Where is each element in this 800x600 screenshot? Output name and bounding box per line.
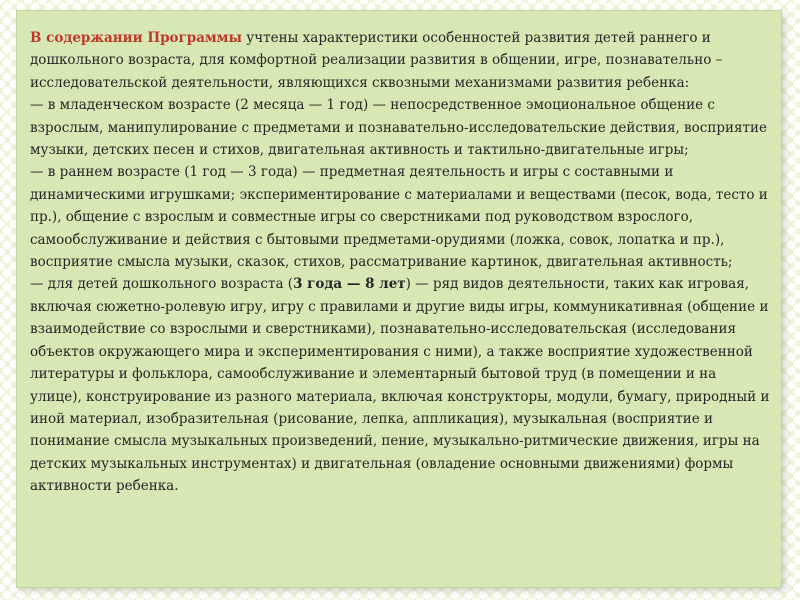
- early-age-paragraph: — в раннем возрасте (1 год — 3 года) — предметная деятельность и игры с составными и динамическими игрушками; экспериментирование с материалами и веществами (песок, вода, тесто и пр.), общение с взрослым и совместные игры со сверстниками под руководством взрослого, самообслуживание и действия с бытовыми предметами-орудиями (ложка, совок, лопатка и пр.), восприятие смысла музыки, сказок, стихов, рассматривание картинок, двигательная активность;: [30, 164, 768, 271]
- slide: [16, 10, 782, 588]
- preschool-prefix: — для детей дошкольного возраста (: [30, 276, 294, 293]
- preschool-text: ) — ряд видов деятельности, таких как игровая, включая сюжетно-ролевую игру, игру с правилами и другие виды игры, коммуникативная (общение и взаимодействие со взрослыми и сверстниками), познавательно-исследовательская (исследования объектов окружающего мира и экспериментирования с ними), а также восприятие художественной литературы и фольклора, самообслуживание и элементарный бытовой труд (в помещении и на улице), конструирование из разного материала, включая конструкторы, модули, бумагу, природный и иной материал, изобразительная (рисование, лепка, аппликация), музыкальная (восприятие и понимание смысла музыкальных произведений, пение, музыкально-ритмические движения, игры на детских музыкальных инструментах) и двигательная (овладение основными движениями) формы активности ребенка.: [30, 276, 770, 495]
- preschool-age-paragraph: [30, 273, 772, 497]
- program-content-text: [30, 27, 772, 498]
- intro-paragraph: [30, 27, 772, 94]
- infant-age-paragraph: — в младенческом возрасте (2 месяца — 1 год) — непосредственное эмоциональное общение с взрослым, манипулирование с предметами и познавательно-исследовательские действия, восприятие музыки, детских песен и стихов, двигательная активность и тактильно-двигательные игры;: [30, 97, 767, 159]
- preschool-age-range: 3 года — 8 лет: [293, 276, 406, 293]
- intro-title: В содержании Программы: [30, 30, 242, 46]
- intro-text: учтены характеристики особенностей развития детей раннего и дошкольного возраста, для комфортной реализации развития в общении, игре, познавательно – исследовательской деятельности, являющихся сквозными механизмами развития ребенка:: [30, 30, 723, 91]
